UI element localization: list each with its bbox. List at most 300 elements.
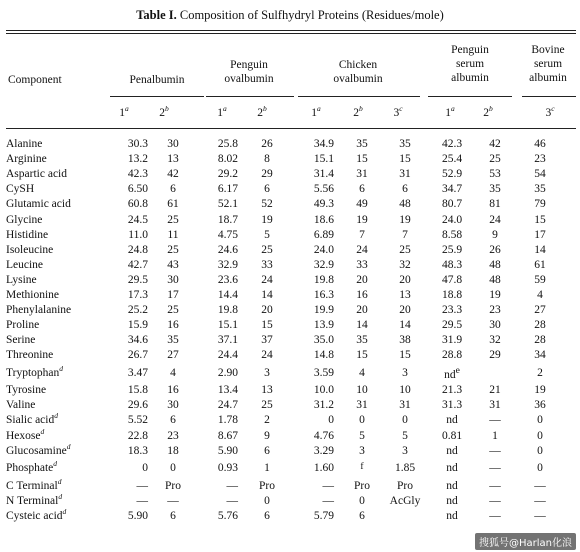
table-cell xyxy=(426,479,478,494)
table-cell xyxy=(116,137,154,152)
table-cell xyxy=(116,509,154,524)
cell-value: 24.5 xyxy=(127,213,148,226)
table-cell xyxy=(192,167,246,182)
table-cell xyxy=(478,303,512,318)
cell-value: 28 xyxy=(534,319,546,332)
cell-value: 6 xyxy=(264,509,270,522)
cell-value: 31 xyxy=(356,168,368,181)
cell-value: 80.7 xyxy=(441,198,463,211)
table-cell xyxy=(246,494,288,509)
cell-value: 25.4 xyxy=(441,153,463,166)
table-cell xyxy=(288,182,340,197)
table-row xyxy=(6,494,568,509)
cell-value: 0 xyxy=(537,429,543,442)
cell-value: 42.7 xyxy=(127,258,148,271)
cell-value: 25 xyxy=(261,399,273,412)
table-cell xyxy=(154,429,192,444)
cell-value: 25.8 xyxy=(217,138,238,151)
footnote-marker: d xyxy=(54,411,58,421)
table-cell xyxy=(478,182,512,197)
cell-value: 25 xyxy=(399,243,411,256)
row-label xyxy=(6,441,116,459)
table-cell xyxy=(340,197,384,212)
cell-value: 48 xyxy=(399,198,411,211)
table-cell xyxy=(340,182,384,197)
table-cell xyxy=(192,288,246,303)
cell-value: 22.8 xyxy=(127,429,148,442)
cell-value: Pro xyxy=(259,479,275,492)
table-cell xyxy=(116,494,154,509)
row-label xyxy=(6,426,116,444)
table-cell xyxy=(154,383,192,398)
table-cell xyxy=(384,383,426,398)
table-cell xyxy=(340,152,384,167)
table-cell xyxy=(116,228,154,243)
table-row xyxy=(6,413,568,428)
cell-value: 17.3 xyxy=(127,288,148,301)
table-cell xyxy=(512,288,568,303)
component-name: Histidine xyxy=(6,228,49,241)
cell-value: 3.59 xyxy=(313,366,334,379)
cell-value: 26 xyxy=(489,243,501,256)
cell-value: nd xyxy=(446,494,458,507)
cell-value: 25 xyxy=(167,243,179,256)
subcol-penalbumin-2: 2$^b$ xyxy=(159,104,169,119)
cell-value: 31.3 xyxy=(441,399,463,412)
cell-value: 7 xyxy=(359,228,365,241)
component-name: Sialic acid xyxy=(6,414,55,427)
cell-value: 30 xyxy=(489,319,501,332)
table-cell xyxy=(426,137,478,152)
header-line: Penguin xyxy=(230,59,268,71)
table-cell xyxy=(340,363,384,383)
table-cell xyxy=(116,243,154,258)
table-row xyxy=(6,167,568,182)
table-cell xyxy=(246,444,288,459)
table-row xyxy=(6,398,568,413)
table-cell xyxy=(192,509,246,524)
table-cell xyxy=(246,228,288,243)
cell-value: 15.8 xyxy=(127,384,148,397)
cell-value: 6 xyxy=(170,414,176,427)
table-cell xyxy=(288,348,340,363)
cell-value: — xyxy=(136,479,148,492)
header-line: albumin xyxy=(451,72,489,84)
header-group-chicken-ovalbumin xyxy=(296,58,420,86)
cell-value: 35.0 xyxy=(313,334,334,347)
cell-value: 23 xyxy=(167,429,179,442)
cell-value: 17 xyxy=(534,228,546,241)
table-cell xyxy=(512,182,568,197)
table-cell xyxy=(478,288,512,303)
cell-value: 3 xyxy=(264,366,270,379)
row-label xyxy=(6,459,116,479)
table-cell xyxy=(288,243,340,258)
row-label xyxy=(6,506,116,524)
row-label xyxy=(6,258,116,273)
table-cell xyxy=(288,479,340,494)
table-cell xyxy=(384,303,426,318)
table-cell xyxy=(340,383,384,398)
table-cell xyxy=(246,243,288,258)
cell-value: 53 xyxy=(489,168,501,181)
table-cell xyxy=(116,288,154,303)
cell-value: 16 xyxy=(167,319,179,332)
table-title xyxy=(0,8,580,23)
cell-value: 34.7 xyxy=(441,183,463,196)
cell-value: 14 xyxy=(399,319,411,332)
cell-value: 8 xyxy=(264,153,270,166)
table-cell xyxy=(512,273,568,288)
table-cell xyxy=(116,303,154,318)
table-cell xyxy=(426,429,478,444)
table-cell xyxy=(192,137,246,152)
table-cell xyxy=(512,383,568,398)
cell-value: 13 xyxy=(261,384,273,397)
cell-value: 1.60 xyxy=(313,462,334,475)
cell-value: 60.8 xyxy=(127,198,148,211)
cell-value: 5 xyxy=(402,429,408,442)
table-cell xyxy=(426,459,478,479)
table-cell xyxy=(288,273,340,288)
table-cell xyxy=(246,182,288,197)
cell-value: 30 xyxy=(167,399,179,412)
cell-value: 15 xyxy=(356,349,368,362)
row-label xyxy=(6,383,116,398)
table-cell xyxy=(426,152,478,167)
table-row xyxy=(6,429,568,444)
table-cell xyxy=(340,459,384,479)
row-label xyxy=(6,273,116,288)
component-name: Proline xyxy=(6,319,40,332)
table-cell xyxy=(478,429,512,444)
table-row xyxy=(6,348,568,363)
table-cell xyxy=(116,479,154,494)
table-row xyxy=(6,318,568,333)
cell-value: 37 xyxy=(261,334,273,347)
cell-value: 31.4 xyxy=(313,168,334,181)
table-cell xyxy=(512,228,568,243)
table-cell xyxy=(426,258,478,273)
cell-value: 3 xyxy=(402,444,408,457)
table-row xyxy=(6,212,568,227)
cell-value: 33 xyxy=(356,258,368,271)
table-cell xyxy=(192,444,246,459)
table-cell xyxy=(192,273,246,288)
header-line: Bovine xyxy=(531,44,565,56)
table-cell xyxy=(288,363,340,383)
table-cell xyxy=(116,444,154,459)
table-cell xyxy=(116,398,154,413)
cell-value: 0 xyxy=(359,414,365,427)
cell-value: 6 xyxy=(264,444,270,457)
cell-value: 0 xyxy=(537,444,543,457)
table-cell xyxy=(426,383,478,398)
subcol-penguin-ovalbumin-1: 1$^a$ xyxy=(217,104,227,119)
table-cell xyxy=(512,413,568,428)
cell-value: 8.58 xyxy=(441,228,463,241)
header-line: serum xyxy=(533,58,563,70)
table-cell xyxy=(478,413,512,428)
cell-value: 24.0 xyxy=(441,213,463,226)
cell-value: 2 xyxy=(264,414,270,427)
cell-value: 6 xyxy=(402,183,408,196)
table-cell xyxy=(192,152,246,167)
cell-value: — xyxy=(534,494,546,507)
table-cell xyxy=(154,459,192,479)
component-name: Tryptophan xyxy=(6,366,60,379)
component-name: Tyrosine xyxy=(6,384,47,397)
cell-value: 29.5 xyxy=(441,319,463,332)
table-cell xyxy=(512,137,568,152)
table-cell xyxy=(384,398,426,413)
top-rule-double xyxy=(6,33,576,34)
cell-value: nd xyxy=(446,479,458,492)
row-label xyxy=(6,333,116,348)
cell-value: — xyxy=(322,479,334,492)
cell-value: 25 xyxy=(489,153,501,166)
cell-value: 19 xyxy=(489,288,501,301)
cell-value: 30 xyxy=(167,273,179,286)
cell-value: 35 xyxy=(167,334,179,347)
table-cell xyxy=(246,303,288,318)
subcol-chicken-ovalbumin-3: 3$^c$ xyxy=(393,104,403,119)
component-name: N Terminal xyxy=(6,494,59,507)
table-cell xyxy=(288,333,340,348)
table-cell xyxy=(340,212,384,227)
cell-value: 24.6 xyxy=(217,243,238,256)
header-group-penguin-ovalbumin xyxy=(204,58,294,86)
table-cell xyxy=(154,413,192,428)
table-cell xyxy=(288,258,340,273)
table-cell xyxy=(116,363,154,383)
table-row xyxy=(6,273,568,288)
table-cell xyxy=(116,258,154,273)
cell-value: 13.2 xyxy=(127,153,148,166)
cell-value: 31 xyxy=(399,168,411,181)
row-label xyxy=(6,243,116,258)
table-cell xyxy=(246,413,288,428)
table-cell xyxy=(340,303,384,318)
table-cell xyxy=(192,333,246,348)
table-cell xyxy=(340,258,384,273)
table-cell xyxy=(340,444,384,459)
row-label xyxy=(6,167,116,182)
cell-value: 27 xyxy=(167,349,179,362)
cell-value: 42.3 xyxy=(127,168,148,181)
cell-value: 7 xyxy=(402,228,408,241)
header-line: albumin xyxy=(529,72,567,84)
row-label xyxy=(6,413,116,428)
group-rule-bovine-serum-albumin xyxy=(522,96,576,97)
cell-value: 29.5 xyxy=(127,273,148,286)
cell-value: 81 xyxy=(489,198,501,211)
table-cell xyxy=(116,383,154,398)
table-cell xyxy=(192,429,246,444)
table-cell xyxy=(384,182,426,197)
row-label xyxy=(6,491,116,509)
table-cell xyxy=(154,258,192,273)
table-cell xyxy=(246,348,288,363)
cell-value: 52 xyxy=(261,198,273,211)
footnote-marker: f xyxy=(360,460,364,472)
row-label xyxy=(6,318,116,333)
table-cell xyxy=(478,494,512,509)
cell-value: — xyxy=(489,494,501,507)
cell-value: 24.8 xyxy=(127,243,148,256)
cell-value: 15.9 xyxy=(127,319,148,332)
cell-value: 29.6 xyxy=(127,399,148,412)
table-cell xyxy=(478,318,512,333)
cell-value: 15 xyxy=(261,319,273,332)
cell-value: 42 xyxy=(489,138,501,151)
table-cell xyxy=(478,228,512,243)
table-cell xyxy=(512,318,568,333)
cell-value: 54 xyxy=(534,168,546,181)
table-cell xyxy=(384,152,426,167)
cell-value: 52.1 xyxy=(217,198,238,211)
cell-value: 14 xyxy=(356,319,368,332)
subcol-penalbumin-1: 1$^a$ xyxy=(119,104,129,119)
cell-value: 23 xyxy=(489,304,501,317)
table-cell xyxy=(288,444,340,459)
footnote-marker: d xyxy=(57,476,62,486)
cell-value: 35 xyxy=(356,138,368,151)
cell-value: 48 xyxy=(489,273,501,286)
cell-value: 19 xyxy=(261,213,273,226)
component-name: Glutamic acid xyxy=(6,198,71,211)
table-cell xyxy=(340,429,384,444)
row-label xyxy=(6,288,116,303)
table-row xyxy=(6,197,568,212)
table-cell xyxy=(384,288,426,303)
cell-value: 24 xyxy=(356,243,368,256)
footnote-marker: d xyxy=(66,441,71,451)
cell-value: 5.56 xyxy=(313,183,334,196)
table-cell xyxy=(288,197,340,212)
cell-value: 13 xyxy=(399,288,411,301)
row-label xyxy=(6,152,116,167)
table-cell xyxy=(288,398,340,413)
row-label xyxy=(6,228,116,243)
cell-value: 37.1 xyxy=(217,334,238,347)
table-cell xyxy=(116,429,154,444)
table-cell xyxy=(246,398,288,413)
table-cell xyxy=(512,509,568,524)
cell-value: 6 xyxy=(359,183,365,196)
cell-value: — xyxy=(489,462,501,475)
table-cell xyxy=(340,318,384,333)
table-cell xyxy=(288,288,340,303)
group-rule-chicken-ovalbumin xyxy=(298,96,420,97)
table-cell xyxy=(246,258,288,273)
table-cell xyxy=(340,348,384,363)
cell-value: 6.89 xyxy=(313,228,334,241)
table-row xyxy=(6,333,568,348)
table-cell xyxy=(340,333,384,348)
cell-value: 24.0 xyxy=(313,243,334,256)
table-cell xyxy=(192,398,246,413)
table-cell xyxy=(512,167,568,182)
cell-value: 25 xyxy=(167,213,179,226)
row-label xyxy=(6,363,116,383)
cell-value: 4 xyxy=(170,366,176,379)
table-cell xyxy=(512,152,568,167)
cell-value: 11 xyxy=(167,228,179,241)
table-cell xyxy=(512,429,568,444)
cell-value: 8.67 xyxy=(217,429,238,442)
component-name: Cysteic acid xyxy=(6,509,63,522)
cell-value: 0 xyxy=(359,494,365,507)
cell-value: 25 xyxy=(167,304,179,317)
cell-value: 3 xyxy=(402,366,408,379)
table-row xyxy=(6,137,568,152)
table-cell xyxy=(340,167,384,182)
table-cell xyxy=(426,303,478,318)
table-cell xyxy=(426,182,478,197)
table-cell xyxy=(512,333,568,348)
cell-value: 30 xyxy=(167,138,179,151)
table-cell xyxy=(512,459,568,479)
table-cell xyxy=(512,363,568,383)
table-cell xyxy=(340,288,384,303)
component-name: Isoleucine xyxy=(6,243,54,256)
cell-value: nd xyxy=(446,509,458,522)
table-cell xyxy=(426,288,478,303)
table-cell xyxy=(246,333,288,348)
table-cell xyxy=(512,197,568,212)
table-cell xyxy=(512,494,568,509)
row-label xyxy=(6,137,116,152)
cell-value: 17 xyxy=(167,288,179,301)
row-label xyxy=(6,212,116,227)
cell-value: 35 xyxy=(356,334,368,347)
cell-value: 35 xyxy=(534,183,546,196)
cell-value: 34.9 xyxy=(313,138,334,151)
cell-value: 32.9 xyxy=(313,258,334,271)
cell-value: 19.9 xyxy=(313,304,334,317)
cell-value: 24 xyxy=(261,349,273,362)
table-row xyxy=(6,258,568,273)
component-name: Valine xyxy=(6,399,36,412)
subcol-bovine-serum-albumin-3: 3$^c$ xyxy=(545,104,555,119)
table-cell xyxy=(512,398,568,413)
cell-value: 32 xyxy=(399,258,411,271)
cell-value: 48 xyxy=(489,258,501,271)
table-cell xyxy=(478,167,512,182)
cell-value: — xyxy=(489,479,501,492)
table-cell xyxy=(426,167,478,182)
cell-value: 13 xyxy=(167,153,179,166)
table-cell xyxy=(384,212,426,227)
header-line: serum xyxy=(455,58,485,70)
row-label xyxy=(6,398,116,413)
group-rule-penalbumin xyxy=(110,96,204,97)
subcol-penguin-serum-albumin-1: 1$^a$ xyxy=(445,104,455,119)
cell-value: 33 xyxy=(261,258,273,271)
table-cell xyxy=(426,398,478,413)
table-caption: Composition of Sulfhydryl Proteins (Residues/mole) xyxy=(179,8,444,22)
footnote-marker: d xyxy=(62,506,67,516)
cell-value: 16.3 xyxy=(313,288,334,301)
component-name: Leucine xyxy=(6,258,44,271)
cell-value: 0 xyxy=(537,414,543,427)
cell-value: 6.50 xyxy=(127,183,148,196)
cell-value: 31 xyxy=(356,399,368,412)
cell-value: 19 xyxy=(399,213,411,226)
cell-value: 10 xyxy=(399,384,411,397)
table-cell xyxy=(154,212,192,227)
